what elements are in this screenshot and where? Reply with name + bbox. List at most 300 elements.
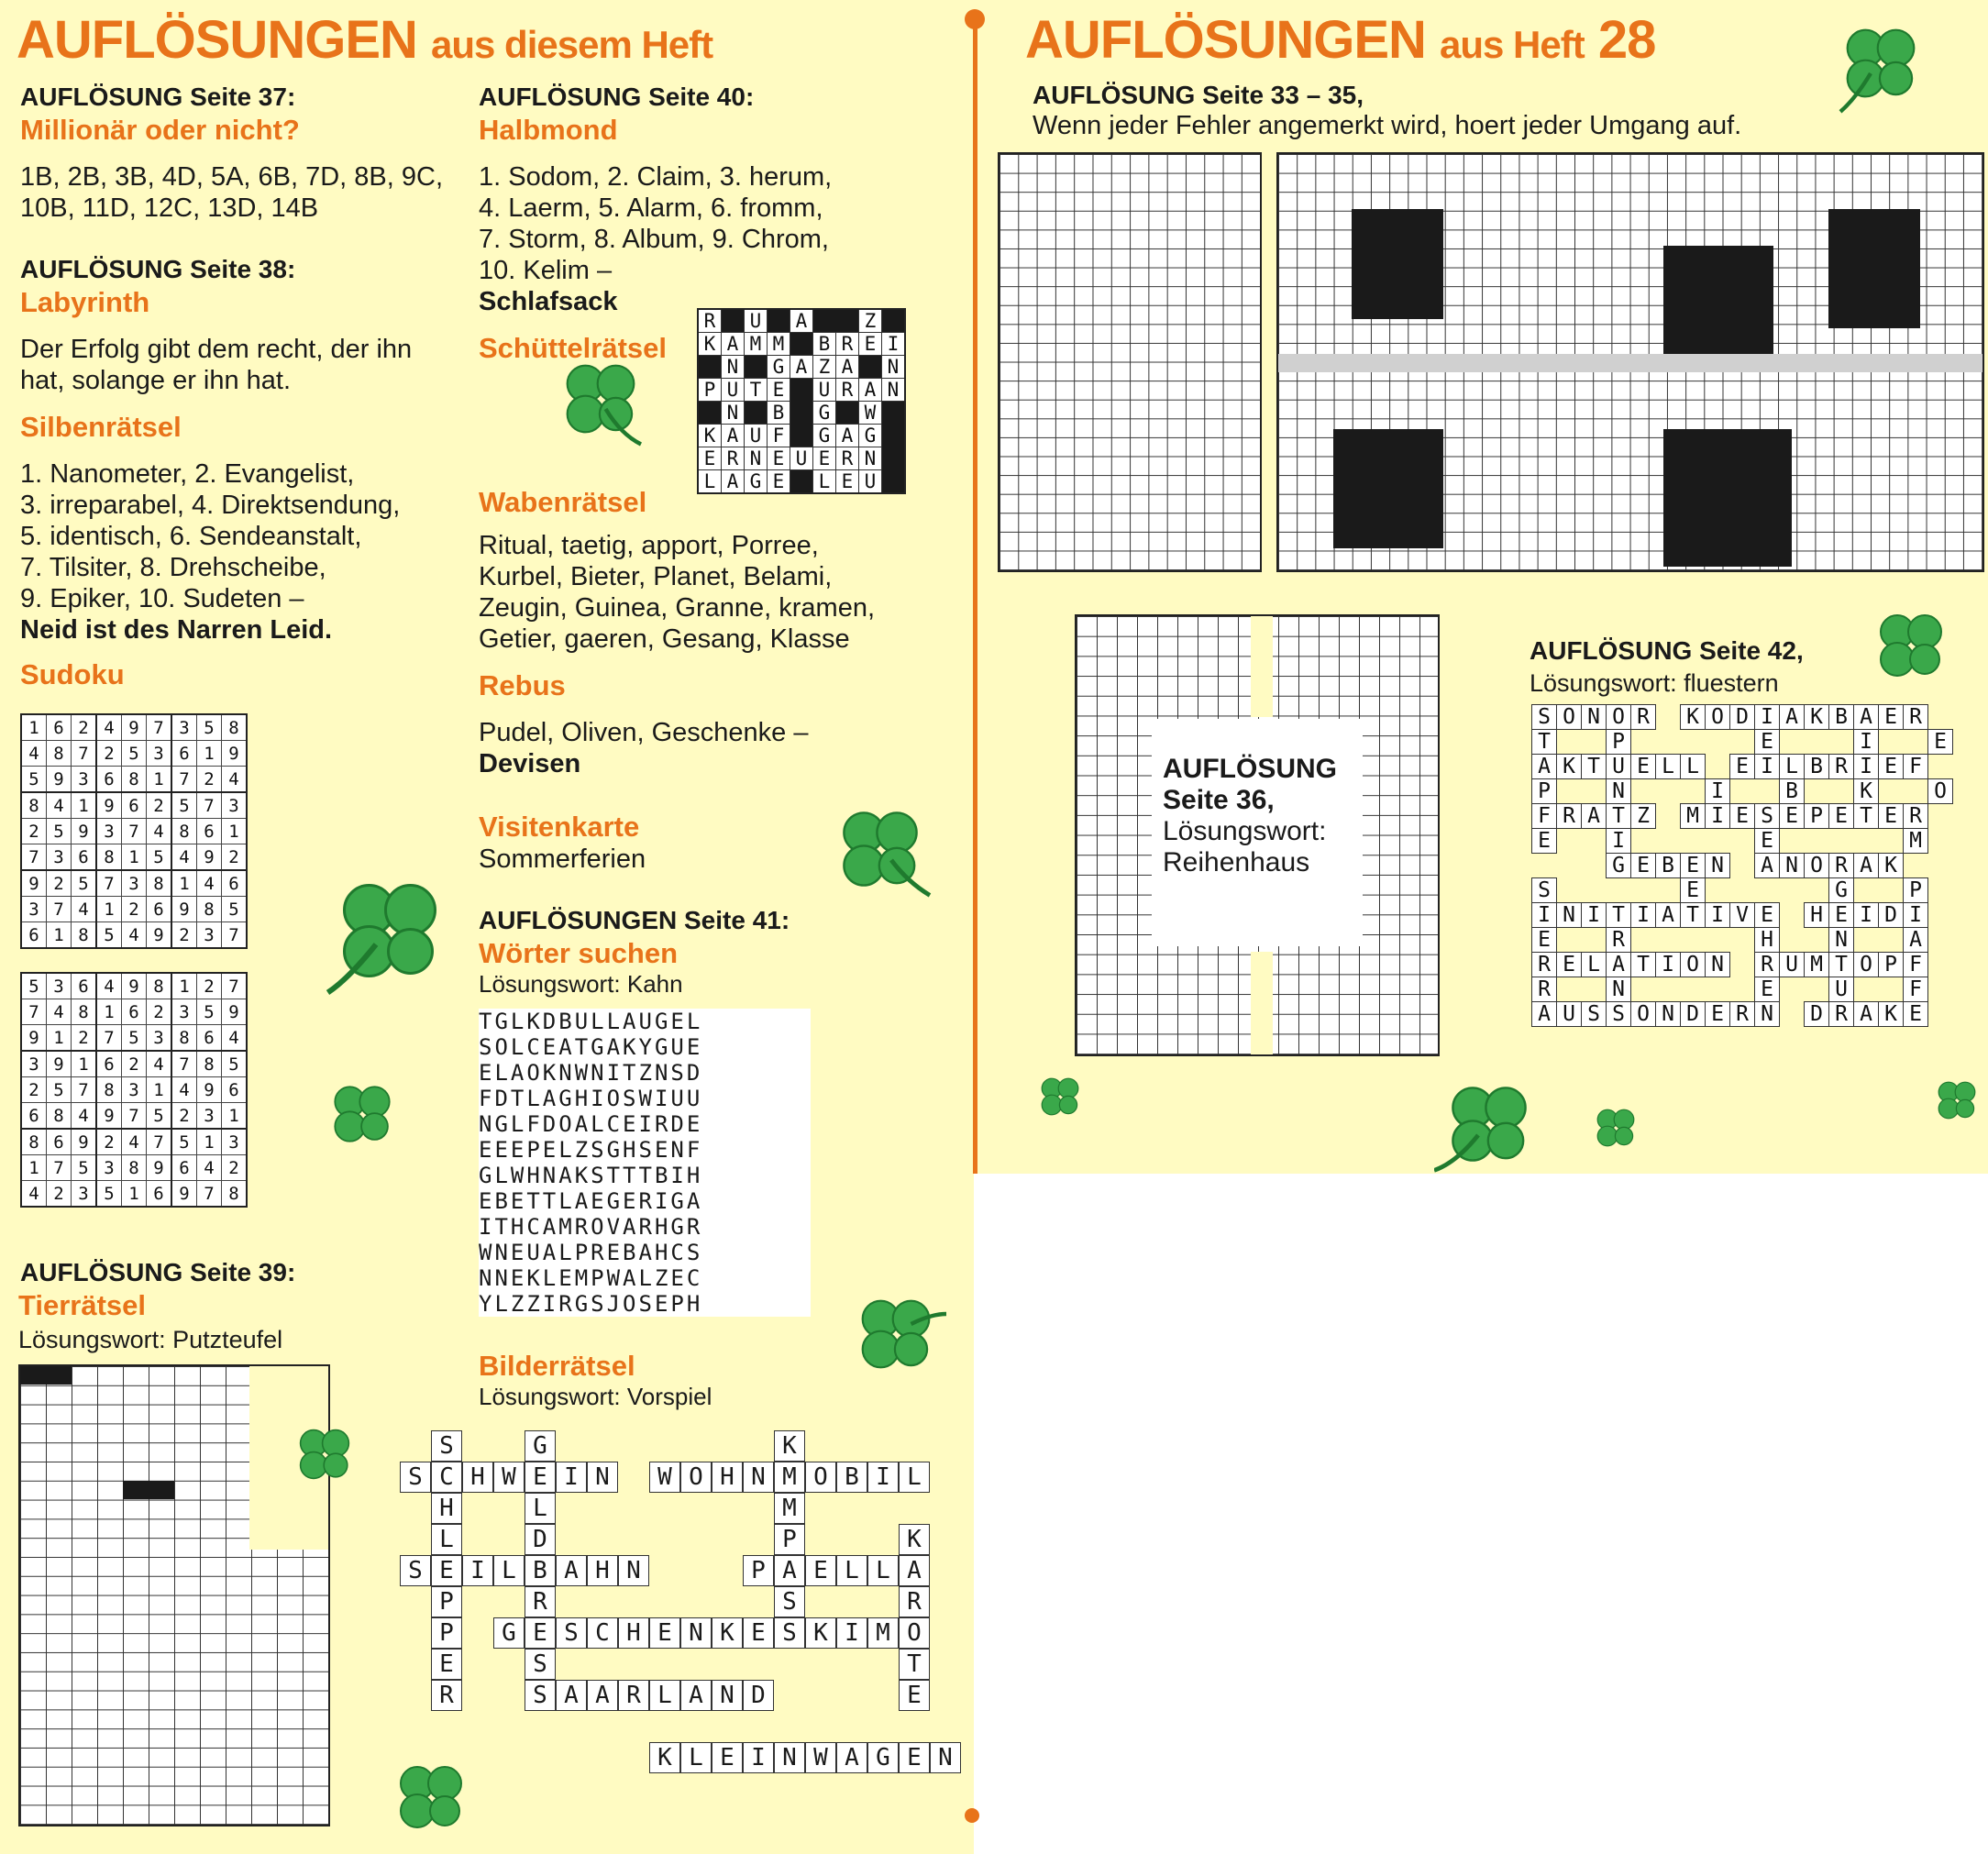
grid-cell: O <box>1805 854 1829 878</box>
sudoku-cell: 6 <box>21 1103 47 1130</box>
grid-cell: I <box>1854 755 1879 779</box>
bilder-cell: M <box>774 1462 805 1493</box>
grid-cell: R <box>1904 705 1928 730</box>
grid-cell: A <box>1656 903 1681 928</box>
name-waben: Wabenrätsel <box>479 486 647 518</box>
sudoku-cell: 8 <box>96 1077 122 1103</box>
grid-cell: E <box>1829 903 1854 928</box>
sudoku-cell: 9 <box>147 922 172 949</box>
grid-cell <box>1656 804 1681 829</box>
grid-cell <box>1879 730 1904 755</box>
sudoku-cell: 9 <box>122 973 147 999</box>
grid-cell: Z <box>859 309 882 333</box>
sudoku-cell: 4 <box>21 741 47 767</box>
grid-cell: P <box>1607 730 1631 755</box>
grid-cell <box>1706 977 1730 1002</box>
grid-cell: B <box>1780 779 1805 804</box>
grid-cell: E <box>1681 878 1706 903</box>
sudoku-cell: 4 <box>197 870 222 897</box>
grid-cell: R <box>1631 705 1656 730</box>
sudoku-cell: 3 <box>47 844 72 871</box>
grid-cell: H <box>1805 903 1829 928</box>
bilder-cell: P <box>431 1617 462 1649</box>
grid-cell <box>1928 903 1953 928</box>
sudoku-cell: 4 <box>222 767 248 793</box>
grid-cell <box>1805 977 1829 1002</box>
sudoku-cell: 7 <box>197 1181 222 1208</box>
sudoku-cell: 7 <box>171 1051 197 1077</box>
sudoku-cell: 5 <box>72 1155 97 1181</box>
grid-cell: G <box>1607 854 1631 878</box>
grid-cell <box>1730 854 1755 878</box>
bilder-cell: L <box>899 1462 930 1493</box>
sudoku-cell: 2 <box>171 1103 197 1130</box>
grid-cell <box>1805 829 1829 854</box>
grid-cell: A <box>790 309 813 333</box>
clover-icon <box>825 794 935 904</box>
sudoku-cell: 8 <box>72 999 97 1025</box>
bilder-cell: N <box>743 1462 774 1493</box>
grid-cell: S <box>1582 1002 1607 1027</box>
grid-cell <box>1656 878 1681 903</box>
sudoku-cell: 6 <box>96 1051 122 1077</box>
sudoku-cell: 4 <box>122 922 147 949</box>
bilder-cell: P <box>774 1524 805 1555</box>
grid-cell: E <box>1755 829 1780 854</box>
bilder-cell: L <box>493 1555 525 1586</box>
grid-cell: K <box>1681 705 1706 730</box>
grid-cell <box>1854 928 1879 953</box>
grid-cell: E <box>1532 928 1557 953</box>
grid-cell: R <box>722 447 745 470</box>
sudoku-cell: 7 <box>222 922 248 949</box>
bilder-cell: D <box>525 1524 556 1555</box>
sudoku-cell: 1 <box>21 1155 47 1181</box>
grid-cell <box>1928 705 1953 730</box>
grid-cell <box>1656 705 1681 730</box>
grid-cell: A <box>1854 854 1879 878</box>
grid-cell <box>1780 878 1805 903</box>
grid-cell <box>1780 1002 1805 1027</box>
heading-s36: AUFLÖSUNG Seite 36, Lösungswort: Reihenhaus <box>1163 754 1337 877</box>
grid-cell <box>1780 928 1805 953</box>
grid-cell: M <box>768 333 790 356</box>
bilder-cell: K <box>899 1524 930 1555</box>
bilder-cell: H <box>462 1462 493 1493</box>
name-s38: Labyrinth <box>20 286 150 318</box>
grid-cell: A <box>836 425 859 447</box>
grid-cell: M <box>1681 804 1706 829</box>
sudoku-cell: 8 <box>147 870 172 897</box>
sudoku-cell: 9 <box>96 792 122 819</box>
name-schuettel: Schüttelrätsel <box>479 332 668 364</box>
tierraetsel-grid <box>18 1364 330 1826</box>
grid-cell: E <box>1706 1002 1730 1027</box>
sudoku-cell: 1 <box>96 999 122 1025</box>
sudoku-cell: 2 <box>21 819 47 844</box>
sudoku-cell: 8 <box>171 819 197 844</box>
bilder-cell: A <box>587 1680 618 1711</box>
bilder-cell: R <box>618 1680 649 1711</box>
sudoku-cell: 7 <box>122 819 147 844</box>
grid-cell: R <box>836 333 859 356</box>
grid-cell: U <box>745 309 768 333</box>
heading-s40: AUFLÖSUNG Seite 40: <box>479 83 755 111</box>
grid-cell <box>1730 953 1755 977</box>
grid-cell: P <box>1805 804 1829 829</box>
schuettel-grid <box>697 308 906 494</box>
sudoku-cell: 4 <box>72 1103 97 1130</box>
grid-cell: R <box>1532 977 1557 1002</box>
sudoku-cell: 5 <box>47 819 72 844</box>
bilder-cell: S <box>774 1617 805 1649</box>
text-silben: 1. Nanometer, 2. Evangelist, 3. irreparabel, 4. Direktsendung, 5. identisch, 6. Sendeanstalt, 7. Tilsiter, 8. Drehscheibe, 9. Epiker, 10. Sudeten – Neid ist des Narren Leid. <box>20 459 401 645</box>
sudoku-cell: 7 <box>21 999 47 1025</box>
grid-cell <box>1879 878 1904 903</box>
grid-cell: R <box>1532 953 1557 977</box>
sudoku-cell: 5 <box>122 1025 147 1052</box>
bilder-cell: H <box>431 1493 462 1524</box>
grid-cell: A <box>1854 705 1879 730</box>
bilder-cell: O <box>899 1617 930 1649</box>
clover-icon <box>1588 1100 1643 1155</box>
grid-cell: U <box>1780 953 1805 977</box>
sudoku-cell: 9 <box>72 819 97 844</box>
grid-cell: R <box>698 309 722 333</box>
sudoku-cell: 3 <box>222 792 248 819</box>
bilder-cell: R <box>899 1586 930 1617</box>
grid-cell: N <box>722 356 745 379</box>
grid-cell <box>1805 779 1829 804</box>
grid-cell <box>1582 730 1607 755</box>
grid-cell: F <box>1904 953 1928 977</box>
sudoku-grid-2 <box>20 972 248 1208</box>
grid-cell <box>790 402 813 425</box>
bilder-cell: S <box>556 1617 587 1649</box>
bilder-cell: I <box>743 1742 774 1773</box>
sudoku-cell: 4 <box>222 1025 248 1052</box>
sudoku-cell: 8 <box>222 714 248 741</box>
grid-cell: G <box>745 470 768 494</box>
grid-cell: E <box>836 470 859 494</box>
grid-cell: S <box>1755 804 1780 829</box>
grid-cell: M <box>1805 953 1829 977</box>
bilder-cell: I <box>462 1555 493 1586</box>
sudoku-cell: 3 <box>147 1025 172 1052</box>
grid-cell: N <box>1656 1002 1681 1027</box>
grid-cell: R <box>836 447 859 470</box>
bilder-cell: M <box>774 1493 805 1524</box>
sudoku-cell: 4 <box>197 1155 222 1181</box>
grid-cell: E <box>1780 804 1805 829</box>
bilder-cell: K <box>805 1617 836 1649</box>
sudoku-cell: 7 <box>96 1025 122 1052</box>
sudoku-cell: 2 <box>96 741 122 767</box>
grid-cell <box>1854 977 1879 1002</box>
grid-cell <box>1681 730 1706 755</box>
sudoku-cell: 3 <box>122 870 147 897</box>
sudoku-cell: 9 <box>47 1051 72 1077</box>
sudoku-cell: 2 <box>222 1155 248 1181</box>
name-s37: Millionär oder nicht? <box>20 114 300 146</box>
grid-cell: M <box>1904 829 1928 854</box>
sudoku-cell: 8 <box>47 1103 72 1130</box>
grid-cell: A <box>836 356 859 379</box>
sudoku-cell: 8 <box>222 1181 248 1208</box>
sudoku-cell: 9 <box>171 1181 197 1208</box>
bilderraetsel-grid <box>400 1430 953 1826</box>
sudoku-cell: 3 <box>171 999 197 1025</box>
grid-cell: D <box>1879 903 1904 928</box>
sudoku-cell: 7 <box>222 973 248 999</box>
sudoku-grid-1 <box>20 713 248 949</box>
grid-cell: T <box>745 379 768 402</box>
sudoku-cell: 1 <box>96 897 122 922</box>
grid-cell <box>1879 977 1904 1002</box>
grid-cell <box>813 309 836 333</box>
grid-cell: E <box>1879 705 1904 730</box>
sudoku-cell: 7 <box>96 870 122 897</box>
sudoku-cell: 9 <box>171 897 197 922</box>
grid-cell: K <box>1879 1002 1904 1027</box>
name-s41: Wörter suchen <box>479 937 679 969</box>
sudoku-cell: 6 <box>21 922 47 949</box>
bilder-cell: G <box>867 1742 899 1773</box>
grid-cell <box>1928 829 1953 854</box>
grid-cell: A <box>1582 804 1607 829</box>
grid-cell <box>1805 878 1829 903</box>
sudoku-cell: 9 <box>122 714 147 741</box>
grid-cell: I <box>1755 705 1780 730</box>
grid-cell: N <box>1706 953 1730 977</box>
name-sudoku: Sudoku <box>20 658 125 690</box>
grid-cell: U <box>859 470 882 494</box>
text-s37: 1B, 2B, 3B, 4D, 5A, 6B, 7D, 8B, 9C, 10B, 11D, 12C, 13D, 14B <box>20 162 444 223</box>
bilder-cell: E <box>712 1742 743 1773</box>
grid-cell: I <box>1532 903 1557 928</box>
grid-cell <box>1656 977 1681 1002</box>
grid-cell: I <box>1755 755 1780 779</box>
bilder-cell: I <box>867 1462 899 1493</box>
bilder-cell: A <box>556 1680 587 1711</box>
clover-icon <box>1865 600 1957 691</box>
grid-cell: G <box>768 356 790 379</box>
bilder-cell: S <box>431 1430 462 1462</box>
grid-cell: T <box>1582 755 1607 779</box>
name-s39: Tierrätsel <box>18 1289 147 1321</box>
sudoku-cell: 9 <box>147 1155 172 1181</box>
grid-cell: M <box>745 333 768 356</box>
sudoku-cell: 9 <box>197 844 222 871</box>
grid-cell <box>882 402 906 425</box>
text-s38: Der Erfolg gibt dem recht, der ihn hat, solange er ihn hat. <box>20 335 413 395</box>
grid-cell: B <box>813 333 836 356</box>
heading-s39: AUFLÖSUNG Seite 39: <box>20 1258 296 1286</box>
grid-cell: E <box>1879 804 1904 829</box>
grid-cell: G <box>1829 878 1854 903</box>
divider-line <box>973 17 977 1174</box>
bilder-cell: E <box>431 1555 462 1586</box>
bilder-cell: H <box>712 1462 743 1493</box>
text-waben: Ritual, taetig, apport, Porree, Kurbel, Bieter, Planet, Belami, Zeugin, Guinea, Granne, kramen, Getier, gaeren, Gesang, Klasse <box>479 531 876 654</box>
bilder-cell: N <box>680 1617 712 1649</box>
grid-cell <box>1829 779 1854 804</box>
clover-icon <box>1033 1069 1088 1124</box>
sudoku-cell: 5 <box>222 897 248 922</box>
grid-cell <box>836 402 859 425</box>
bilder-cell: K <box>774 1430 805 1462</box>
grid-cell: E <box>859 333 882 356</box>
grid-cell <box>1928 878 1953 903</box>
grid-cell <box>768 309 790 333</box>
grid-cell <box>1681 977 1706 1002</box>
bilder-cell: E <box>525 1462 556 1493</box>
sudoku-cell: 9 <box>72 1129 97 1155</box>
sudoku-cell: 3 <box>171 714 197 741</box>
grid-cell: Z <box>813 356 836 379</box>
sudoku-cell: 9 <box>21 870 47 897</box>
sudoku-cell: 2 <box>96 1129 122 1155</box>
grid-cell: E <box>1829 804 1854 829</box>
bilder-cell: E <box>431 1649 462 1680</box>
sudoku-cell: 7 <box>147 714 172 741</box>
grid-cell: D <box>1805 1002 1829 1027</box>
text-visite: Sommerferien <box>479 844 646 874</box>
sudoku-cell: 1 <box>21 714 47 741</box>
bilder-cell: I <box>556 1462 587 1493</box>
grid-cell <box>1904 779 1928 804</box>
sudoku-cell: 5 <box>222 1051 248 1077</box>
sudoku-cell: 3 <box>122 1077 147 1103</box>
grid-cell: U <box>813 379 836 402</box>
sudoku-cell: 1 <box>171 870 197 897</box>
sudoku-cell: 7 <box>21 844 47 871</box>
sudoku-cell: 8 <box>47 741 72 767</box>
page-title-left: AUFLÖSUNGEN aus diesem Heft <box>17 10 713 70</box>
sudoku-cell: 5 <box>147 1103 172 1130</box>
grid-cell <box>1854 878 1879 903</box>
grid-cell: A <box>1780 705 1805 730</box>
grid-cell: U <box>722 379 745 402</box>
sudoku-cell: 1 <box>197 1129 222 1155</box>
name-silben: Silbenrätsel <box>20 411 182 443</box>
bilder-cell: I <box>836 1617 867 1649</box>
solution-s39: Lösungswort: Putzteufel <box>18 1326 283 1353</box>
grid-cell: B <box>1805 755 1829 779</box>
bilder-cell: P <box>431 1586 462 1617</box>
heading-s37: AUFLÖSUNG Seite 37: <box>20 83 296 111</box>
grid-cell <box>1557 779 1582 804</box>
sudoku-cell: 2 <box>47 1181 72 1208</box>
grid-cell <box>1557 878 1582 903</box>
grid-cell: N <box>1755 1002 1780 1027</box>
grid-cell <box>1879 829 1904 854</box>
sudoku-cell: 8 <box>21 1129 47 1155</box>
grid-cell: D <box>1681 1002 1706 1027</box>
grid-cell: R <box>1829 755 1854 779</box>
text-s40: 1. Sodom, 2. Claim, 3. herum, 4. Laerm, 5. Alarm, 6. fromm, 7. Storm, 8. Album, 9. Chrom, 10. Kelim – Schlafsack <box>479 162 833 316</box>
grid-cell <box>1755 878 1780 903</box>
sudoku-cell: 3 <box>72 767 97 793</box>
sudoku-cell: 6 <box>47 1129 72 1155</box>
grid-cell: G <box>813 402 836 425</box>
sudoku-cell: 7 <box>122 1103 147 1130</box>
bilder-cell: S <box>400 1555 431 1586</box>
grid-cell: L <box>1780 755 1805 779</box>
grid-cell: P <box>1879 953 1904 977</box>
grid-cell <box>1730 730 1755 755</box>
grid-cell <box>1656 928 1681 953</box>
sudoku-cell: 3 <box>222 1129 248 1155</box>
grid-cell: K <box>698 333 722 356</box>
wordsearch-grid: TGLKDBULLAUGEL SOLCEATGAKYGUE ELAOKNWNITZNSD FDTLAGHIOSWIUU NGLFDOALCEIRDE EEEPELZSGHSENF GLWHNAKSTTTBIH EBETTLAEGERIGA ITHCAMROVARHGR WNEUALPREBAHCS NNEKLEMPWALZEC YLZZIRGSJOSEPH <box>479 1009 811 1317</box>
sudoku-cell: 2 <box>21 1077 47 1103</box>
grid-cell: E <box>768 379 790 402</box>
grid-cell: T <box>1681 903 1706 928</box>
grid-cell: F <box>1904 977 1928 1002</box>
grid-cell <box>1681 829 1706 854</box>
grid-cell: F <box>768 425 790 447</box>
sudoku-cell: 7 <box>171 767 197 793</box>
grid-cell <box>1928 977 1953 1002</box>
grid-cell <box>1879 779 1904 804</box>
grid-cell <box>1656 730 1681 755</box>
grid-cell: R <box>1829 854 1854 878</box>
grid-cell <box>722 309 745 333</box>
grid-cell: P <box>1532 779 1557 804</box>
grid-cell <box>836 309 859 333</box>
bilder-cell: D <box>743 1680 774 1711</box>
grid-cell: G <box>813 425 836 447</box>
clover-icon <box>550 348 651 449</box>
sudoku-cell: 4 <box>171 844 197 871</box>
sudoku-cell: 7 <box>72 741 97 767</box>
name-s40: Halbmond <box>479 114 618 146</box>
grid-cell: O <box>1557 705 1582 730</box>
bilder-cell: M <box>867 1617 899 1649</box>
grid-cell <box>1904 730 1928 755</box>
sudoku-cell: 3 <box>47 973 72 999</box>
bilder-cell: H <box>618 1617 649 1649</box>
grid-cell: T <box>1854 804 1879 829</box>
grid-cell: R <box>1607 928 1631 953</box>
grid-cell: E <box>1904 1002 1928 1027</box>
sudoku-cell: 1 <box>222 1103 248 1130</box>
sudoku-cell: 9 <box>47 767 72 793</box>
bilder-cell: A <box>836 1742 867 1773</box>
bilder-cell: P <box>743 1555 774 1586</box>
bilder-cell: N <box>930 1742 961 1773</box>
sudoku-cell: 6 <box>72 973 97 999</box>
sudoku-cell: 2 <box>122 897 147 922</box>
grid-cell <box>1582 829 1607 854</box>
grid-cell: E <box>1755 903 1780 928</box>
bilder-cell: A <box>899 1555 930 1586</box>
divider-dot-bottom <box>965 1808 979 1823</box>
sudoku-cell: 4 <box>47 999 72 1025</box>
sudoku-cell: 7 <box>147 1129 172 1155</box>
grid-cell <box>790 333 813 356</box>
grid-cell <box>882 447 906 470</box>
sudoku-cell: 9 <box>222 741 248 767</box>
grid-cell <box>1706 755 1730 779</box>
grid-cell <box>1780 829 1805 854</box>
grid-cell: E <box>1681 854 1706 878</box>
grid-cell: K <box>1557 755 1582 779</box>
grid-cell <box>1532 854 1557 878</box>
grid-cell: I <box>1607 829 1631 854</box>
grid-cell: R <box>1755 953 1780 977</box>
